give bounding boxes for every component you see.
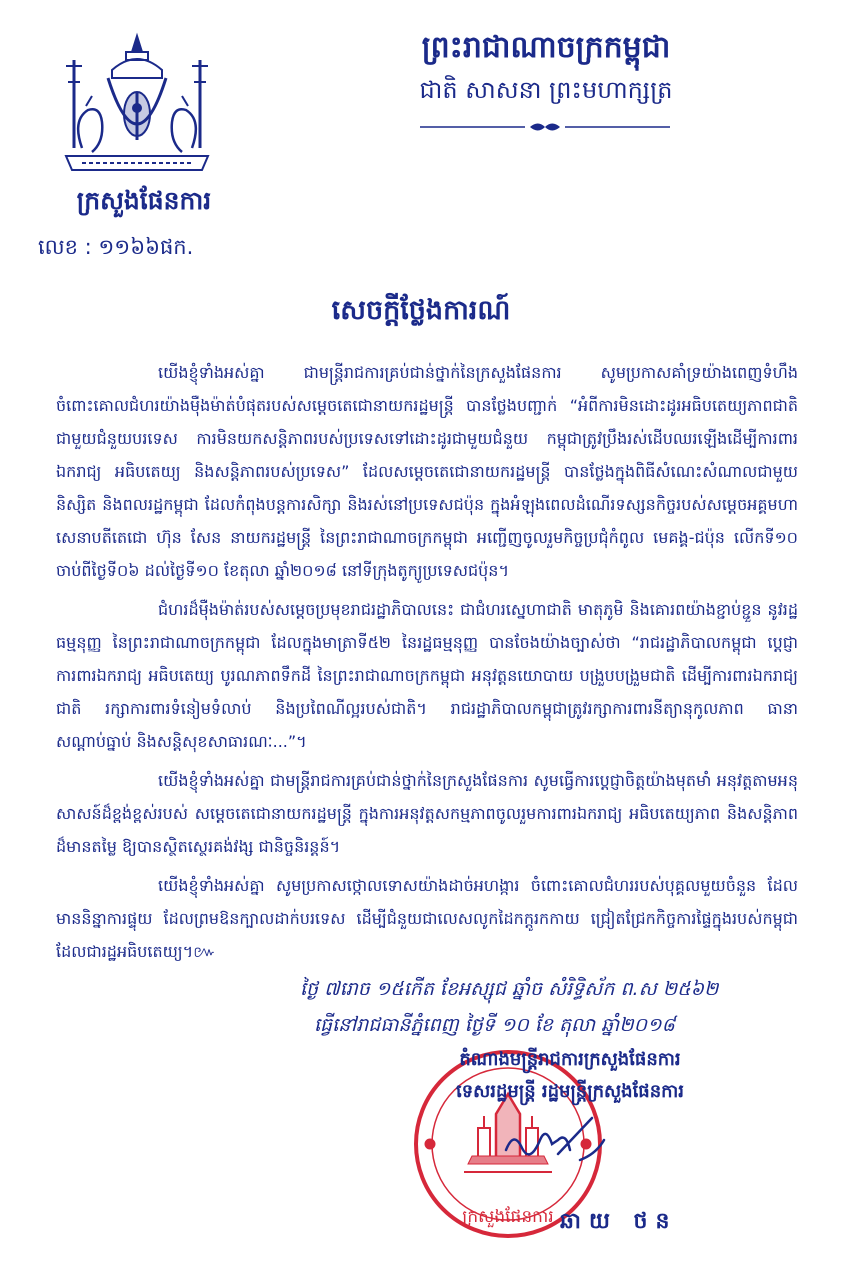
signatory-title-2: ទេសរដ្ឋមន្ត្រី រដ្ឋមន្ត្រីក្រសួងផែនការ — [455, 1081, 684, 1102]
handwritten-signature-icon — [500, 1110, 610, 1170]
paragraph: យើងខ្ញុំទាំងអស់គ្នា សូមប្រកាសថ្កោលទោសយ៉ាងដាច់អហង្ការ ចំពោះគោលជំហររបស់បុគ្គលមួយចំនួន ដែលមាននិន្នាការផ្ទុយ ដែលព្រមឱនក្បាលដាក់បរទេស ដើម្បីជំនួយជាលេសលូកដៃកក្ដូរកកាយ ជ្រៀតជ្រែកកិច្ចការផ្ទៃក្នុងរបស់កម្ពុជា ដែលជារដ្ឋអធិបតេយ្យ។៚ — [56, 876, 798, 961]
ornament-divider-icon — [420, 120, 670, 134]
paragraph: ជំហរដ៏ម៉ឺងម៉ាត់របស់សម្តេចប្រមុខរាជរដ្ឋាភិបាលនេះ ជាជំហរស្នេហាជាតិ មាតុភូមិ និងគោរពយ៉ាងខ្ជាប់ខ្ជួន នូវរដ្ឋធម្មនុញ្ញ នៃព្រះរាជាណាចក្រកម្ពុជា ដែលក្នុងមាត្រាទី៥២ នៃរដ្ឋធម្មនុញ្ញ បានចែងយ៉ាងច្បាស់ថា “រាជរដ្ឋាភិបាលកម្ពុជា ប្តេជ្ញាការពារឯករាជ្យ អធិបតេយ្យ បូរណភាពទឹកដី នៃព្រះរាជាណាចក្រកម្ពុជា អនុវត្តនយោបាយ បង្រួបបង្រួមជាតិ ដើម្បីការពារឯករាជ្យជាតិ រក្សាការពារទំនៀមទំលាប់ និងប្រពៃណីល្អរបស់ជាតិ។ រាជរដ្ឋាភិបាលកម្ពុជាត្រូវរក្សាការពារនីត្យានុកូលភាព ធានាសណ្តាប់ធ្នាប់ និងសន្តិសុខសាធារណៈ...”។ — [56, 600, 798, 751]
document-title: សេចក្តីថ្លែងការណ៍ — [331, 295, 511, 326]
national-motto: ជាតិ សាសនា ព្រះមហាក្សត្រ — [419, 76, 673, 104]
statement-body — [56, 356, 798, 966]
paragraph: យើងខ្ញុំទាំងអស់គ្នា ជាមន្ត្រីរាជការគ្រប់ជាន់ថ្នាក់នៃក្រសួងផែនការ សូមប្រកាសគាំទ្រយ៉ាងពេញទំហឹង ចំពោះគោលជំហរយ៉ាងម៉ឺងម៉ាត់បំផុតរបស់សម្តេចតេជោនាយករដ្ឋមន្ត្រី បានថ្លែងបញ្ជាក់ “អំពីការមិនដោះដូរអធិបតេយ្យភាពជាតិជាមួយជំនួយបរទេស ការមិនយកសន្តិភាពរបស់ប្រទេសទៅដោះដូរជាមួយជំនួយ កម្ពុជាត្រូវប្រឹងរស់ដើបឈរឡើងដើម្បីការពារឯករាជ្យ អធិបតេយ្យ និងសន្តិភាពរបស់ប្រទេស” ដែលសម្តេចតេជោនាយករដ្ឋមន្ត្រី បានថ្លែងក្នុងពិធីសំណេះសំណាលជាមួយនិស្សិត និងពលរដ្ឋកម្ពុជា ដែលកំពុងបន្តការសិក្សា និងរស់នៅប្រទេសជប៉ុន ក្នុងអំឡុងពេលដំណើរទស្សនកិច្ចរបស់សម្តេចអគ្គមហាសេនាបតីតេជោ ហ៊ុន សែន នាយករដ្ឋមន្ត្រី នៃព្រះរាជាណាចក្រកម្ពុជា អញ្ជើញចូលរួមកិច្ចប្រជុំកំពូល មេគង្គ-ជប៉ុន លើកទី១០ ចាប់ពីថ្ងៃទី០៦ ដល់ថ្ងៃទី១០ ខែតុលា ឆ្នាំ២០១៨ នៅទីក្រុងតូក្យូប្រទេសជប៉ុន។ — [56, 363, 798, 580]
solar-date: ធ្វើនៅរាជធានីភ្នំពេញ ថ្ងៃទី ១០ ខែ តុលា ឆ្នាំ២០១៨ — [314, 1014, 675, 1036]
ministry-name: ក្រសួងផែនការ — [76, 186, 212, 215]
royal-emblem-icon — [52, 30, 222, 180]
reference-number: លេខ : ១១៦៦ផក. — [38, 235, 194, 259]
seal-text: ក្រសួងផែនការ — [462, 1207, 554, 1227]
signatory-title-1: តំណាងមន្ត្រីរាជការក្រសួងផែនការ — [459, 1049, 681, 1070]
paragraph: យើងខ្ញុំទាំងអស់គ្នា ជាមន្ត្រីរាជការគ្រប់ជាន់ថ្នាក់នៃក្រសួងផែនការ សូមធ្វើការប្តេជ្ញាចិត្តយ៉ាងមុតមាំ អនុវត្តតាមអនុសាសន៍ដ៏ខ្ពង់ខ្ពស់របស់ សម្តេចតេជោនាយករដ្ឋមន្ត្រី ក្នុងការអនុវត្តសកម្មភាពចូលរួមការពារឯករាជ្យ អធិបតេយ្យភាព និងសន្តិភាពដ៏មានតម្លៃ ឱ្យបានស្ថិតស្ថេរគង់វង្ស ជានិច្ចនិរន្តន៍។ — [56, 771, 798, 856]
kingdom-heading: ព្រះរាជាណាចក្រកម្ពុជា — [421, 30, 671, 65]
signer-name: ឆាយ ថន — [560, 1209, 678, 1234]
lunar-date: ថ្ងៃ ៧រោច ១៥កើត ខែអស្សុជ ឆ្នាំច សំរិទ្ធិស័ក ព.ស ២៥៦២ — [300, 978, 719, 1000]
